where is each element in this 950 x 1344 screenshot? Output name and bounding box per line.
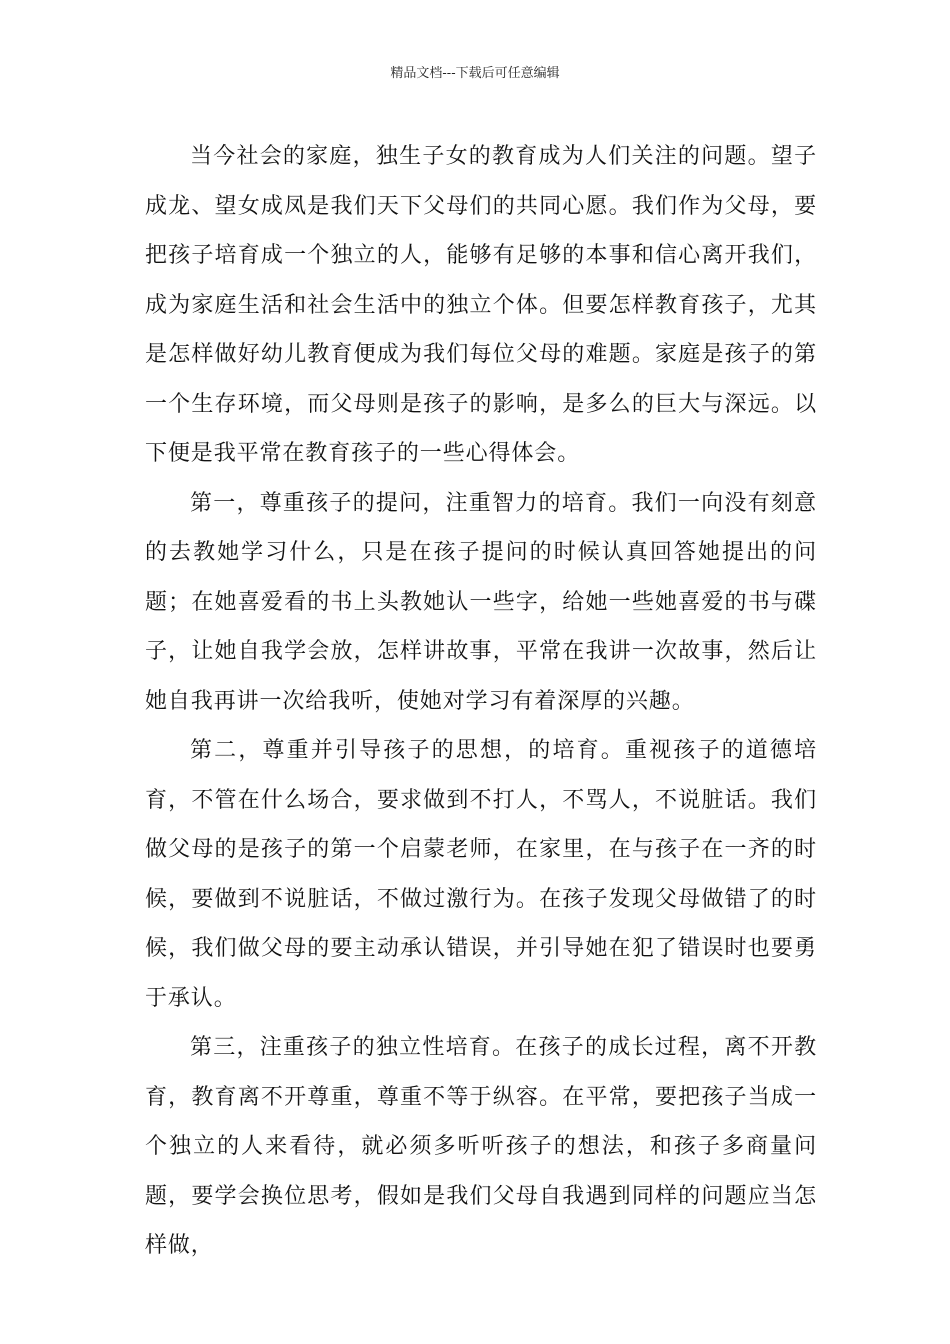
paragraph-first: 第一，尊重孩子的提问，注重智力的培育。我们一向没有刻意的去教她学习什么，只是在孩子提问的时候认真回答她提出的问题；在她喜爱看的书上头教她认一些字，给她一些她喜爱的书与碟子，让她自我学会放，怎样讲故事，平常在我讲一次故事，然后让她自我再讲一次给我听，使她对学习有着深厚的兴趣。 [145, 490, 817, 714]
paragraph-intro: 当今社会的家庭，独生子女的教育成为人们关注的问题。望子成龙、望女成凤是我们天下父母们的共同心愿。我们作为父母，要把孩子培育成一个独立的人，能够有足够的本事和信心离开我们，成为家庭生活和社会生活中的独立个体。但要怎样教育孩子，尤其是怎样做好幼儿教育便成为我们每位父母的难题。家庭是孩子的第一个生存环境，而父母则是孩子的影响，是多么的巨大与深远。以下便是我平常在教育孩子的一些心得体会。 [145, 144, 817, 466]
paragraph-third: 第三，注重孩子的独立性培育。在孩子的成长过程，离不开教育，教育离不开尊重，尊重不等于纵容。在平常，要把孩子当成一个独立的人来看待，就必须多听听孩子的想法，和孩子多商量问题，要学会换位思考，假如是我们父母自我遇到同样的问题应当怎样做， [145, 1035, 817, 1258]
page-header: 精品文档---下载后可任意编辑 [390, 66, 560, 81]
document-body [145, 132, 817, 1271]
paragraph-second: 第二，尊重并引导孩子的思想，的培育。重视孩子的道德培育，不管在什么场合，要求做到不打人，不骂人，不说脏话。我们做父母的是孩子的第一个启蒙老师，在家里，在与孩子在一齐的时候，要做到不说脏话，不做过激行为。在孩子发现父母做错了的时候，我们做父母的要主动承认错误，并引导她在犯了错误时也要勇于承认。 [145, 738, 817, 1011]
